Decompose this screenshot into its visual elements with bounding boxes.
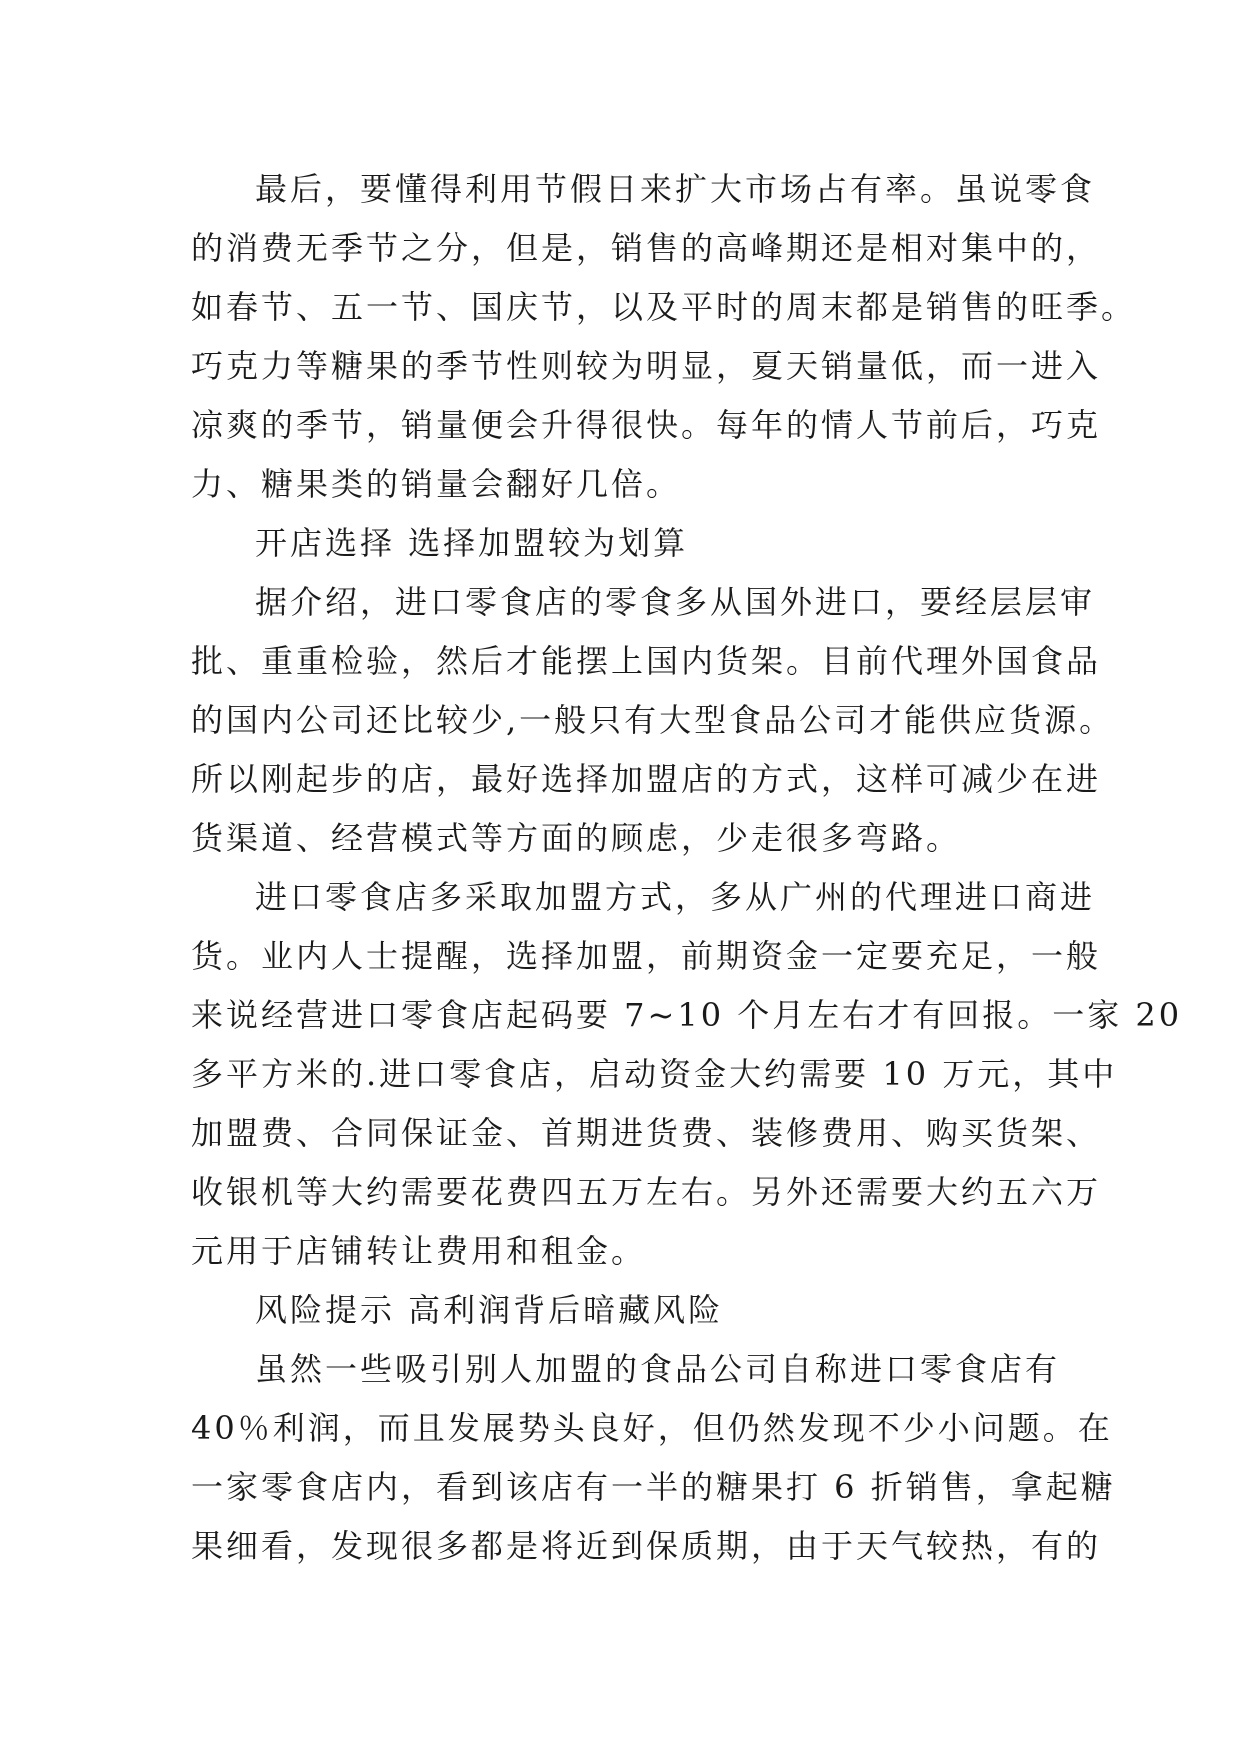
paragraph-line: 的国内公司还比较少,一般只有大型食品公司才能供应货源。 [191, 701, 1115, 739]
paragraph-line: 40％利润，而且发展势头良好，但仍然发现不少小问题。在 [191, 1409, 1113, 1447]
paragraph-line: 果细看，发现很多都是将近到保质期，由于天气较热，有的 [191, 1527, 1102, 1565]
paragraph-line: 来说经营进口零食店起码要 7~10 个月左右才有回报。一家 20 [191, 996, 1183, 1034]
paragraph-line: 货。业内人士提醒，选择加盟，前期资金一定要充足，一般 [191, 937, 1102, 975]
paragraph-line: 货渠道、经营模式等方面的顾虑，少走很多弯路。 [191, 819, 962, 857]
paragraph-line: 据介绍，进口零食店的零食多从国外进口，要经层层审 [255, 583, 1096, 621]
paragraph-line: 最后，要懂得利用节假日来扩大市场占有率。虽说零食 [255, 170, 1096, 208]
paragraph-line: 一家零食店内，看到该店有一半的糖果打 6 折销售，拿起糖 [191, 1468, 1116, 1506]
paragraph-line: 力、糖果类的销量会翻好几倍。 [191, 465, 682, 503]
paragraph-line: 凉爽的季节，销量便会升得很快。每年的情人节前后，巧克 [191, 406, 1102, 444]
paragraph-line: 的消费无季节之分，但是，销售的高峰期还是相对集中的， [191, 229, 1102, 267]
paragraph-line: 如春节、五一节、国庆节，以及平时的周末都是销售的旺季。 [191, 288, 1137, 326]
paragraph-line: 收银机等大约需要花费四五万左右。另外还需要大约五六万 [191, 1173, 1102, 1211]
paragraph-line: 多平方米的.进口零食店，启动资金大约需要 10 万元，其中 [191, 1055, 1118, 1093]
paragraph-line: 加盟费、合同保证金、首期进货费、装修费用、购买货架、 [191, 1114, 1102, 1152]
paragraph-line: 批、重重检验，然后才能摆上国内货架。目前代理外国食品 [191, 642, 1102, 680]
paragraph-line: 巧克力等糖果的季节性则较为明显，夏天销量低，而一进入 [191, 347, 1102, 385]
section-heading: 开店选择 选择加盟较为划算 [255, 524, 689, 562]
document-body [191, 160, 1183, 1576]
section-heading: 风险提示 高利润背后暗藏风险 [255, 1291, 724, 1329]
paragraph-line: 进口零食店多采取加盟方式，多从广州的代理进口商进 [255, 878, 1096, 916]
paragraph-line: 所以刚起步的店，最好选择加盟店的方式，这样可减少在进 [191, 760, 1102, 798]
paragraph-line: 虽然一些吸引别人加盟的食品公司自称进口零食店有 [255, 1350, 1061, 1388]
paragraph-line: 元用于店铺转让费用和租金。 [191, 1232, 647, 1270]
